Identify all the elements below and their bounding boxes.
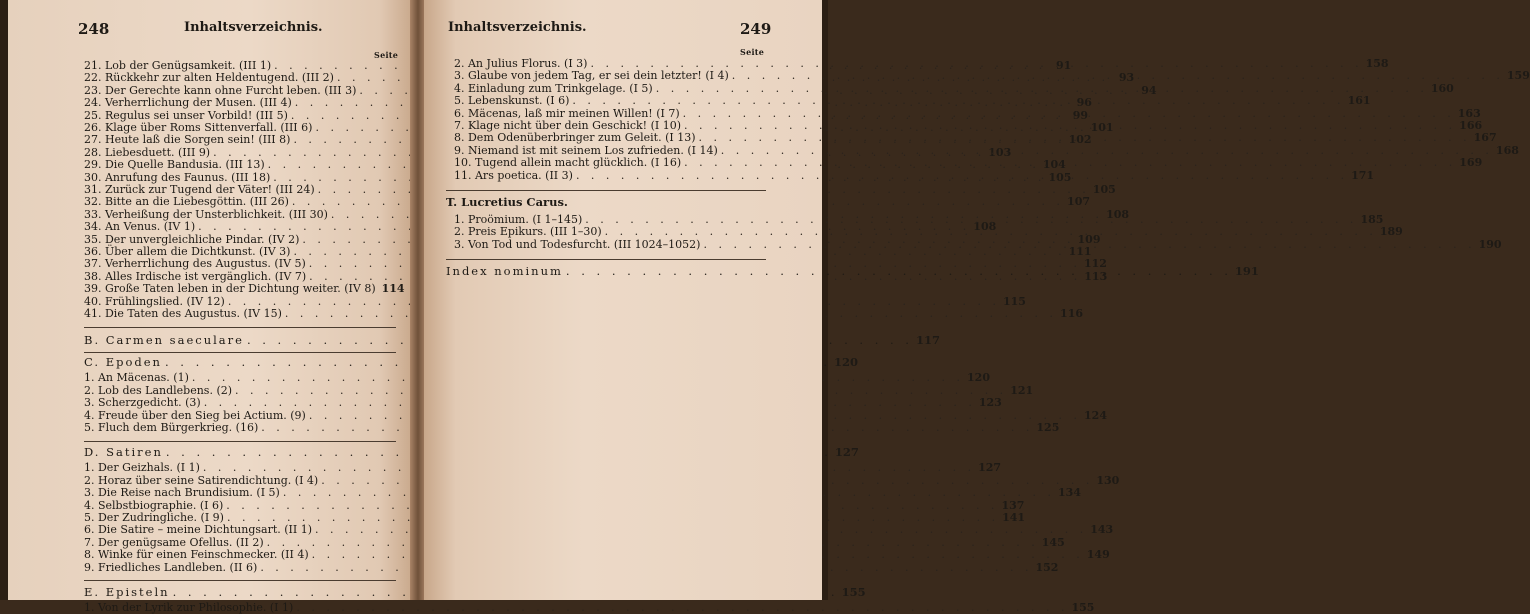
leader-dots [590, 58, 1362, 70]
entry-page-number: 152 [1035, 560, 1059, 574]
entry-page-number: 105 [1048, 170, 1072, 184]
entry-title: 29. Die Quelle Bandusia. (III 13) [84, 158, 265, 172]
entry-page-number: 99 [1072, 108, 1089, 122]
entry-title: 5. Der Zudringliche. (I 9) [84, 511, 224, 524]
entry-title: 22. Rückkehr zur alten Heldentugend. (III 2) [84, 71, 334, 85]
entry-title: 2. Horaz über seine Satirendichtung. (I 4) [84, 473, 319, 487]
entry-page-number: 167 [1473, 131, 1497, 145]
entry-title: 2. An Julius Florus. (I 3) [454, 57, 588, 70]
leader-dots [684, 120, 1456, 132]
entry-title: 1. Proömium. (I 1–145) [454, 213, 583, 226]
leader-dots [656, 83, 1428, 95]
leader-dots [566, 264, 1232, 278]
entry-page-number: 127 [978, 461, 1002, 475]
toc-entry [84, 523, 1114, 537]
entry-title: 1. Der Geizhals. (I 1) [84, 461, 200, 475]
entry-title: 9. Friedliches Landleben. (II 6) [84, 560, 258, 574]
section-heading [84, 333, 940, 348]
entry-page-number: 158 [1365, 57, 1389, 70]
entry-page-number: 116 [1060, 307, 1084, 320]
entry-title: 3. Die Reise nach Brundisium. (I 5) [84, 486, 280, 500]
toc-entry [84, 498, 1025, 512]
entry-page-number: 134 [1058, 486, 1081, 500]
toc-entry [84, 548, 1110, 562]
entry-title: 33. Verheißung der Unsterblichkeit. (III 30) [84, 207, 328, 221]
entry-page-number: 185 [1360, 213, 1384, 226]
leader-dots [572, 95, 1344, 110]
entry-page-number: 94 [1141, 83, 1157, 97]
section-divider [84, 580, 396, 581]
entry-title: 4. Selbstbiographie. (I 6) [84, 498, 224, 512]
entry-title: 26. Klage über Roms Sittenverfall. (III 6) [84, 121, 313, 134]
entry-title: 23. Der Gerechte kann ohne Furcht leben. (III 3) [84, 83, 357, 97]
toc-entry [84, 183, 1116, 196]
toc-entry [454, 119, 1483, 132]
entry-page-number: 108 [1106, 207, 1130, 221]
leader-dots [576, 170, 1348, 182]
entry-title: 3. Scherzgedicht. (3) [84, 396, 201, 410]
leader-dots [684, 157, 1456, 172]
entry-page-number: 130 [1096, 473, 1120, 487]
section-heading [84, 585, 866, 599]
entry-title: 3. Glaube von jedem Tag, er sei dein letzter! (I 4) [454, 69, 729, 83]
entry-title: Index nominum [446, 264, 563, 279]
entry-title: 37. Verherrlichung des Augustus. (IV 5) [84, 257, 306, 271]
entry-title: 6. Die Satire – meine Dichtungsart. (II 1) [84, 523, 313, 537]
entry-page-number: 161 [1347, 94, 1371, 108]
leader-dots [683, 108, 1455, 120]
entry-page-number: 190 [1478, 237, 1502, 251]
leader-dots [703, 239, 1475, 251]
toc-entry [84, 421, 1060, 434]
entry-page-number: 111 [1068, 245, 1092, 258]
entry-title: 36. Über allem die Dichtkunst. (IV 3) [84, 245, 291, 258]
entry-page-number: 91 [1055, 59, 1072, 72]
entry-title: 39. Große Taten leben in der Dichtung weiter. (IV 8) [84, 282, 376, 296]
entry-page-number: 96 [1076, 96, 1092, 110]
entry-title: 41. Die Taten des Augustus. (IV 15) [84, 307, 282, 320]
entry-page-number: 121 [1010, 383, 1034, 397]
entry-title: 1. An Mäcenas. (1) [84, 371, 189, 385]
entry-title: 10. Tugend allein macht glücklich. (I 16) [454, 156, 682, 170]
entry-title: 40. Frühlingslied. (IV 12) [84, 294, 225, 308]
toc-entry [84, 383, 1034, 397]
entry-page-number: 124 [1084, 408, 1107, 422]
section-divider [84, 441, 396, 442]
entry-title: B. Carmen saeculare [84, 333, 244, 348]
toc-entry [84, 307, 1084, 320]
entry-title: 28. Liebesduett. (III 9) [84, 145, 211, 159]
entry-title: 25. Regulus sei unser Vorbild! (III 5) [84, 108, 288, 122]
entry-page-number: 101 [1090, 121, 1114, 134]
leader-dots [585, 214, 1357, 226]
leader-dots [732, 70, 1504, 85]
entry-title: 30. Anrufung des Faunus. (III 18) [84, 170, 271, 184]
entry-page-number: 149 [1086, 548, 1110, 562]
entry-title: 27. Heute laß die Sorgen sein! (III 8) [84, 133, 291, 147]
entry-page-number: 191 [1234, 264, 1259, 279]
entry-title: 32. Bitte an die Liebesgöttin. (III 26) [84, 195, 289, 209]
entry-page-number: 120 [967, 371, 990, 385]
entry-page-number: 105 [1092, 183, 1116, 196]
entry-title: 3. Von Tod und Todesfurcht. (III 1024–1052) [454, 237, 701, 251]
entry-title: 34. An Venus. (IV 1) [84, 220, 196, 234]
entry-page-number: 109 [1077, 232, 1101, 246]
right-column-label: Seite [740, 47, 765, 57]
entry-title: 4. Einladung zum Trinkgelage. (I 5) [454, 81, 653, 95]
entry-page-number: 145 [1041, 535, 1065, 549]
right-page-number: 249 [740, 20, 772, 38]
entry-title: 35. Der unvergleichliche Pindar. (IV 2) [84, 232, 300, 246]
entry-page-number: 155 [1071, 601, 1095, 614]
toc-entry [84, 601, 1095, 614]
entry-page-number: 114 [381, 282, 405, 296]
entry-page-number: 115 [1002, 294, 1026, 308]
left-running-head: Inhaltsverzeichnis. [184, 20, 323, 35]
entry-title: 21. Lob der Genügsamkeit. (III 1) [84, 59, 272, 72]
toc-entry [84, 294, 1026, 308]
entry-page-number: 102 [1068, 133, 1092, 147]
entry-title: 24. Verherrlichung der Musen. (III 4) [84, 96, 292, 110]
toc-entry [84, 371, 990, 385]
section-heading-lucretius: T. Lucretius Carus. [446, 195, 568, 209]
toc-entry [84, 560, 1059, 574]
left-column-label: Seite [374, 50, 399, 60]
entry-page-number: 169 [1459, 156, 1483, 170]
entry-page-number: 117 [915, 333, 940, 348]
entry-page-number: 127 [834, 445, 859, 460]
toc-entry [84, 245, 1092, 258]
leader-dots [699, 132, 1471, 147]
left-page-number: 248 [78, 20, 110, 38]
entry-title: 9. Niemand ist mit seinem Los zufrieden. (I 14) [454, 143, 718, 157]
section-divider [84, 327, 396, 328]
entry-title: 8. Dem Odenüberbringer zum Geleit. (I 13) [454, 131, 696, 145]
entry-page-number: 163 [1457, 106, 1481, 120]
entry-page-number: 166 [1459, 119, 1483, 132]
section-heading [84, 355, 859, 370]
entry-title: 31. Zurück zur Tugend der Väter! (III 24) [84, 183, 315, 196]
toc-entry [84, 486, 1081, 500]
leader-dots [605, 226, 1377, 238]
entry-title: 4. Freude über den Sieg bei Actium. (9) [84, 408, 306, 422]
toc-entry [84, 535, 1065, 549]
section-divider [446, 190, 766, 191]
entry-title: 2. Lob des Landlebens. (2) [84, 383, 233, 397]
entry-page-number: 112 [1083, 257, 1107, 271]
section-divider [446, 259, 766, 260]
entry-page-number: 155 [841, 585, 866, 599]
entry-title: C. Epoden [84, 355, 162, 370]
entry-title: 2. Preis Epikurs. (III 1–30) [454, 225, 602, 239]
entry-page-number: 168 [1495, 143, 1519, 157]
entry-page-number: 107 [1067, 195, 1091, 209]
entry-title: D. Satiren [84, 445, 163, 460]
entry-title: 7. Der genügsame Ofellus. (II 2) [84, 535, 264, 549]
entry-page-number: 104 [1042, 158, 1066, 172]
entry-title: 5. Fluch dem Bürgerkrieg. (16) [84, 421, 259, 434]
entry-title: 11. Ars poetica. (II 3) [454, 168, 573, 182]
entry-page-number: 137 [1001, 498, 1025, 512]
entry-page-number: 171 [1351, 168, 1375, 182]
entry-title: 7. Klage nicht über dein Geschick! (I 10) [454, 119, 682, 132]
toc-entry [84, 408, 1107, 422]
entry-title: 1. Von der Lyrik zur Philosophie. (I 1) [84, 601, 294, 614]
entry-page-number: 108 [973, 220, 997, 234]
entry-page-number: 103 [988, 145, 1012, 159]
leader-dots [721, 145, 1493, 157]
section-heading [84, 445, 859, 460]
entry-title: 38. Alles Irdische ist vergänglich. (IV 7) [84, 269, 307, 283]
toc-entry [84, 396, 1002, 410]
entry-page-number: 120 [834, 355, 859, 370]
entry-page-number: 93 [1118, 71, 1135, 85]
toc-entry [84, 511, 1026, 524]
toc-entry [84, 282, 405, 296]
entry-title: 6. Mäcenas, laß mir meinen Willen! (I 7) [454, 106, 680, 120]
toc-entry [84, 461, 1002, 475]
section-divider [84, 352, 396, 353]
entry-page-number: 125 [1036, 421, 1060, 434]
right-running-head: Inhaltsverzeichnis. [448, 20, 587, 35]
entry-page-number: 123 [978, 396, 1002, 410]
entry-page-number: 160 [1430, 81, 1454, 95]
toc-entry [84, 473, 1120, 487]
entry-page-number: 159 [1506, 69, 1530, 83]
entry-page-number: 113 [1084, 269, 1108, 283]
leader-dots [296, 602, 1068, 614]
entry-page-number: 189 [1379, 225, 1403, 239]
entry-title: E. Episteln [84, 585, 170, 599]
entry-page-number: 143 [1090, 523, 1114, 537]
entry-page-number: 141 [1002, 511, 1026, 524]
entry-title: 8. Winke für einen Feinschmecker. (II 4) [84, 548, 309, 562]
entry-title: 5. Lebenskunst. (I 6) [454, 94, 570, 108]
toc-entry [84, 257, 1107, 271]
